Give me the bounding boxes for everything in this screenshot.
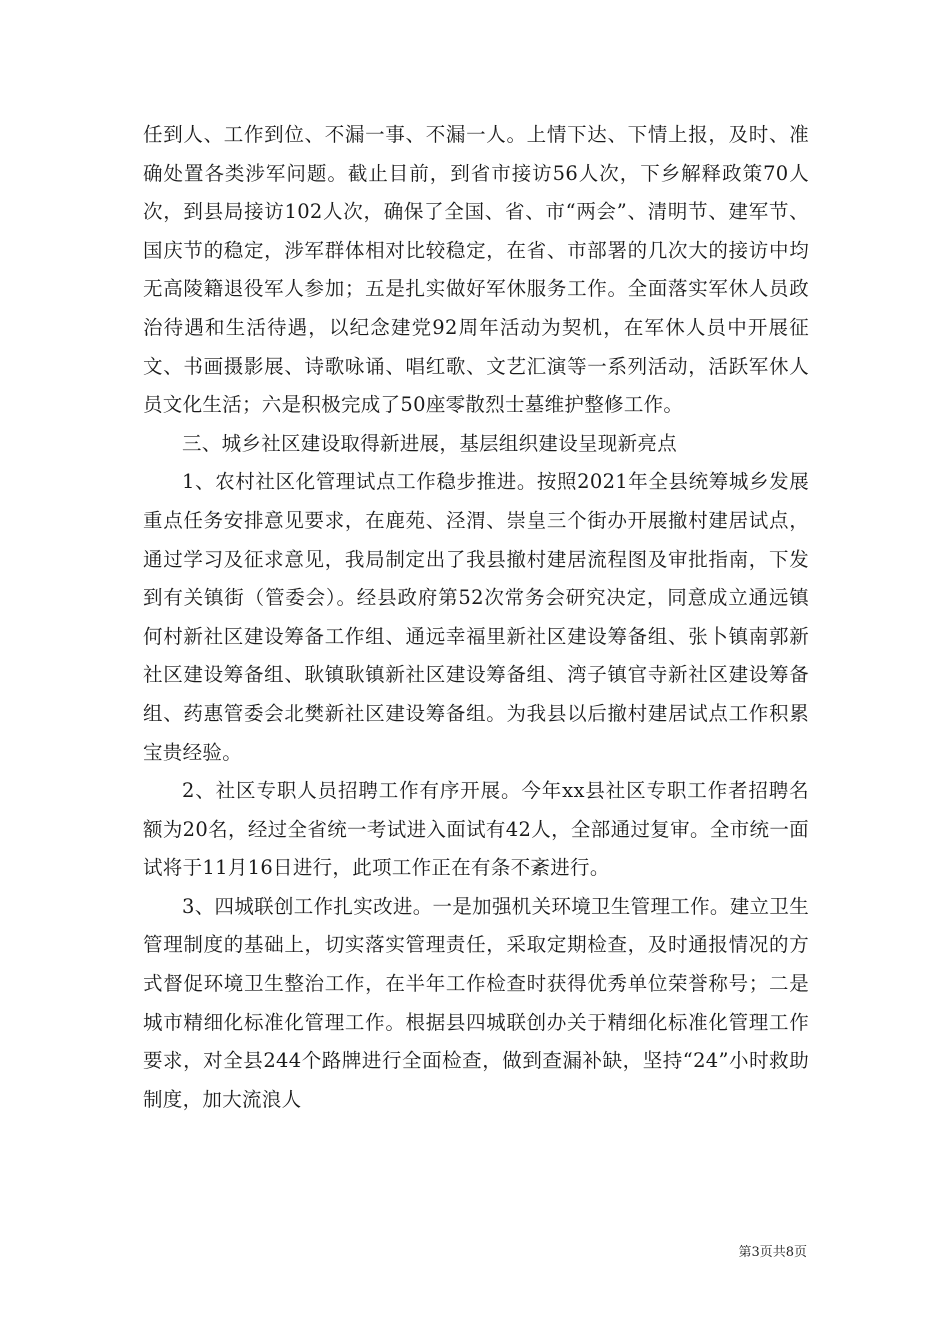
paragraph-1: 任到人、工作到位、不漏一事、不漏一人。上情下达、下情上报，及时、准确处置各类涉军问题。截止目前，到省市接访56人次，下乡解释政策70人次，到县局接访102人次，确保了全国、省、市“两会”、清明节、建军节、国庆节的稳定，涉军群体相对比较稳定，在省、市部署的几次大的接访中均无高陵籍退役军人参加；五是扎实做好军休服务工作。全面落实军休人员政治待遇和生活待遇，以纪念建党92周年活动为契机，在军休人员中开展征文、书画摄影展、诗歌咏诵、唱红歌、文艺汇演等一系列活动，活跃军休人员文化生活；六是积极完成了50座零散烈士墓维护整修工作。: [143, 123, 809, 417]
paragraph-item-3: 3、四城联创工作扎实改进。一是加强机关环境卫生管理工作。建立卫生管理制度的基础上，切实落实管理责任，采取定期检查，及时通报情况的方式督促环境卫生整治工作，在半年工作检查时获得优秀单位荣誉称号；二是城市精细化标准化管理工作。根据县四城联创办关于精细化标准化管理工作要求，对全县244个路牌进行全面检查，做到查漏补缺，坚持“24”小时救助制度，加大流浪人: [143, 894, 809, 1111]
paragraph-item-1: 1、农村社区化管理试点工作稳步推进。按照2021年全县统筹城乡发展重点任务安排意见要求，在鹿苑、泾渭、崇皇三个街办开展撤村建居试点，通过学习及征求意见，我局制定出了我县撤村建居流程图及审批指南，下发到有关镇街（管委会）。经县政府第52次常务会研究决定，同意成立通远镇何村新社区建设筹备工作组、通远幸福里新社区建设筹备组、张卜镇南郭新社区建设筹备组、耿镇耿镇新社区建设筹备组、湾子镇官寺新社区建设筹备组、药惠管委会北樊新社区建设筹备组。为我县以后撤村建居试点工作积累宝贵经验。: [143, 470, 809, 764]
section-heading-3: 三、城乡社区建设取得新进展，基层组织建设呈现新亮点: [182, 431, 678, 455]
page-number-footer: 第3页共8页: [738, 1245, 807, 1260]
paragraph-item-2: 2、社区专职人员招聘工作有序开展。今年xx县社区专职工作者招聘名额为20名，经过全省统一考试进入面试有42人，全部通过复审。全市统一面试将于11月16日进行，此项工作正在有条不紊进行。: [143, 779, 809, 880]
document-body: [143, 116, 809, 1119]
